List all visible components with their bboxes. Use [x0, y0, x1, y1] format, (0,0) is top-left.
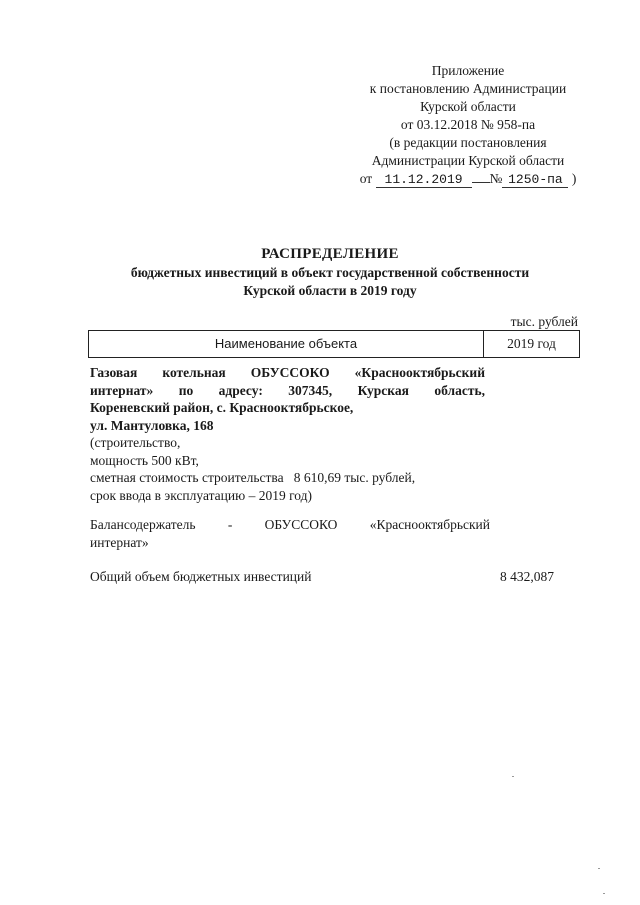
number-label: № [489, 171, 503, 186]
column-header-name: Наименование объекта [89, 331, 484, 357]
object-detail-4: срок ввода в эксплуатацию – 2019 год) [90, 487, 313, 503]
total-value: 8 432,087 [500, 569, 554, 584]
underline-gap [472, 182, 490, 183]
close-paren: ) [571, 171, 577, 186]
object-name-line-3: Кореневский район, с. Краснооктябрьское, [90, 400, 354, 415]
scan-speck [512, 776, 514, 777]
table-header [88, 330, 580, 358]
appendix-line-2: к постановлению Администрации [369, 81, 567, 96]
total-label: Общий объем бюджетных инвестиций [90, 569, 312, 584]
object-detail-1: (строительство, [90, 435, 181, 450]
object-name-line-1: Газовая котельная ОБУССОКО «Краснооктябрьский [90, 365, 485, 380]
from-label: от [359, 171, 373, 186]
column-header-year: 2019 год [507, 336, 556, 351]
balance-holder-line-1: Балансодержатель - ОБУССОКО «Краснооктябрьский [90, 517, 490, 532]
object-name-line-4: ул. Мантуловка, 168 [90, 417, 214, 433]
appendix-line-4: от 03.12.2018 № 958-па [400, 117, 536, 132]
amendment-reference [350, 170, 586, 188]
title-subtitle-2: Курской области в 2019 году [243, 283, 417, 298]
appendix-header [350, 62, 586, 188]
object-detail-2: мощность 500 кВт, [90, 452, 199, 468]
object-detail-3: сметная стоимость строительства 8 610,69 тыс. рублей, [90, 470, 416, 485]
balance-holder [90, 516, 490, 552]
object-name-line-2: интернат» по адресу: 307345, Курская область, [90, 382, 485, 398]
object-description [90, 364, 485, 504]
scan-speck [603, 893, 605, 894]
amendment-number: 1250-па [502, 172, 568, 188]
appendix-line-6: Администрации Курской области [371, 153, 565, 168]
amendment-date: 11.12.2019 [376, 172, 472, 188]
appendix-line-3: Курской области [420, 99, 516, 114]
scan-speck [598, 868, 600, 869]
appendix-line-5: (в редакции постановления [389, 135, 547, 150]
title-main: РАСПРЕДЕЛЕНИЕ [261, 246, 399, 262]
balance-holder-line-2: интернат» [90, 535, 149, 550]
units-label: тыс. рублей [510, 314, 578, 329]
appendix-line-1: Приложение [431, 63, 505, 78]
document-title [70, 244, 590, 300]
title-subtitle-1: бюджетных инвестиций в объект государственной собственности [130, 265, 530, 280]
